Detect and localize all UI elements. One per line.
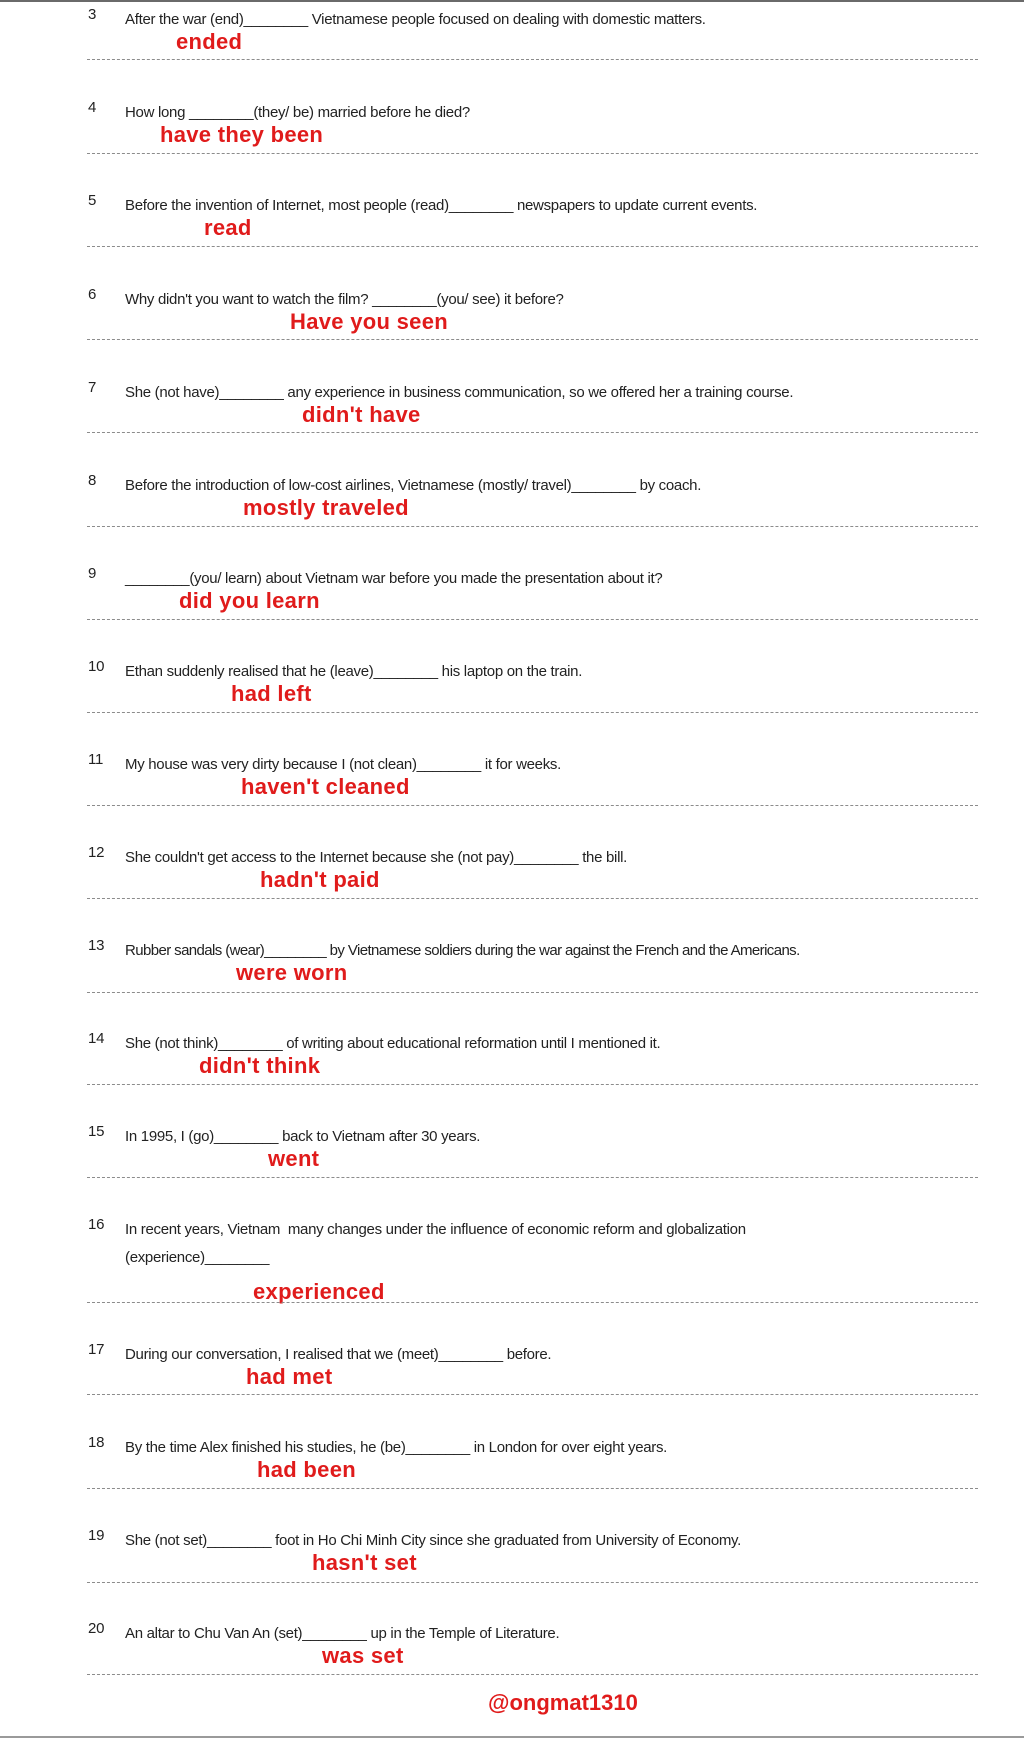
answer-text: was set (322, 1643, 404, 1668)
answer-text: ended (176, 29, 243, 54)
question-number: 7 (88, 379, 97, 396)
answer-line (87, 1488, 978, 1489)
answer-text: experienced (253, 1279, 385, 1304)
answer-text: mostly traveled (243, 495, 409, 520)
question-text: ________(you/ learn) about Vietnam war before you made the presentation about it? (125, 570, 663, 587)
question-number: 10 (88, 658, 105, 675)
question-text: By the time Alex finished his studies, he (be)________ in London for over eight years. (125, 1439, 668, 1456)
question-text: In recent years, Vietnam many changes under the influence of economic reform and globalization (experience)________ (125, 1221, 746, 1266)
answer-text: had left (231, 681, 312, 706)
answer-text: read (204, 215, 252, 240)
question-number: 11 (88, 751, 104, 768)
answer-text: hadn't paid (260, 867, 380, 892)
question-number: 5 (88, 192, 97, 209)
answer-line (87, 619, 978, 620)
answer-text: didn't think (199, 1053, 321, 1078)
answer-text: had been (257, 1457, 356, 1482)
answer-line (87, 432, 978, 433)
answer-text: Have you seen (290, 309, 448, 334)
answer-line (87, 712, 978, 713)
question-text: Before the invention of Internet, most people (read)________ newspapers to update current events. (125, 197, 758, 214)
answer-line (87, 805, 978, 806)
question-text: Ethan suddenly realised that he (leave)________ his laptop on the train. (125, 663, 583, 680)
question-text: She (not have)________ any experience in business communication, so we offered her a training course. (125, 384, 794, 401)
question-text: An altar to Chu Van An (set)________ up in the Temple of Literature. (125, 1625, 560, 1642)
answer-text: did you learn (179, 588, 320, 613)
question-text: After the war (end)________ Vietnamese people focused on dealing with domestic matters. (125, 11, 706, 28)
answer-line (87, 1302, 978, 1303)
author-watermark: @ongmat1310 (488, 1690, 638, 1715)
answer-text: were worn (236, 960, 348, 985)
answer-text: hasn't set (312, 1550, 417, 1575)
top-border (0, 0, 1024, 2)
answer-text: went (268, 1146, 320, 1171)
question-number: 4 (88, 99, 97, 116)
question-number: 20 (88, 1620, 105, 1637)
question-number: 9 (88, 565, 97, 582)
question-number: 3 (88, 6, 97, 23)
answer-line (87, 1674, 978, 1675)
answer-line (87, 526, 978, 527)
question-text: She (not think)________ of writing about educational reformation until I mentioned it. (125, 1035, 661, 1052)
answer-line (87, 1394, 978, 1395)
question-number: 6 (88, 286, 97, 303)
question-text: Why didn't you want to watch the film? ________(you/ see) it before? (125, 291, 564, 308)
question-text: During our conversation, I realised that we (meet)________ before. (125, 1346, 552, 1363)
question-number: 14 (88, 1030, 105, 1047)
question-text: How long ________(they/ be) married before he died? (125, 104, 470, 121)
answer-line (87, 59, 978, 60)
question-text: She (not set)________ foot in Ho Chi Minh City since she graduated from University of Economy. (125, 1532, 742, 1549)
question-text: In 1995, I (go)________ back to Vietnam after 30 years. (125, 1128, 481, 1145)
answer-line (87, 246, 978, 247)
answer-text: have they been (160, 122, 324, 147)
answer-line (87, 339, 978, 340)
answer-line (87, 898, 978, 899)
bottom-border (0, 1736, 1024, 1738)
question-number: 16 (88, 1216, 105, 1233)
question-text: Rubber sandals (wear)________ by Vietnamese soldiers during the war against the French and the Americans. (125, 942, 800, 959)
question-text: She couldn't get access to the Internet because she (not pay)________ the bill. (125, 849, 628, 866)
answer-text: had met (246, 1364, 333, 1389)
question-number: 17 (88, 1341, 105, 1358)
question-number: 18 (88, 1434, 105, 1451)
question-text: My house was very dirty because I (not clean)________ it for weeks. (125, 756, 561, 773)
question-number: 12 (88, 844, 105, 861)
question-text: Before the introduction of low-cost airlines, Vietnamese (mostly/ travel)________ by coach. (125, 477, 702, 494)
answer-text: didn't have (302, 402, 421, 427)
question-number: 13 (88, 937, 105, 954)
answer-line (87, 992, 978, 993)
answer-text: haven't cleaned (241, 774, 410, 799)
question-number: 19 (88, 1527, 105, 1544)
answer-line (87, 1084, 978, 1085)
question-number: 8 (88, 472, 97, 489)
answer-line (87, 1177, 978, 1178)
question-number: 15 (88, 1123, 105, 1140)
answer-line (87, 153, 978, 154)
answer-line (87, 1582, 978, 1583)
